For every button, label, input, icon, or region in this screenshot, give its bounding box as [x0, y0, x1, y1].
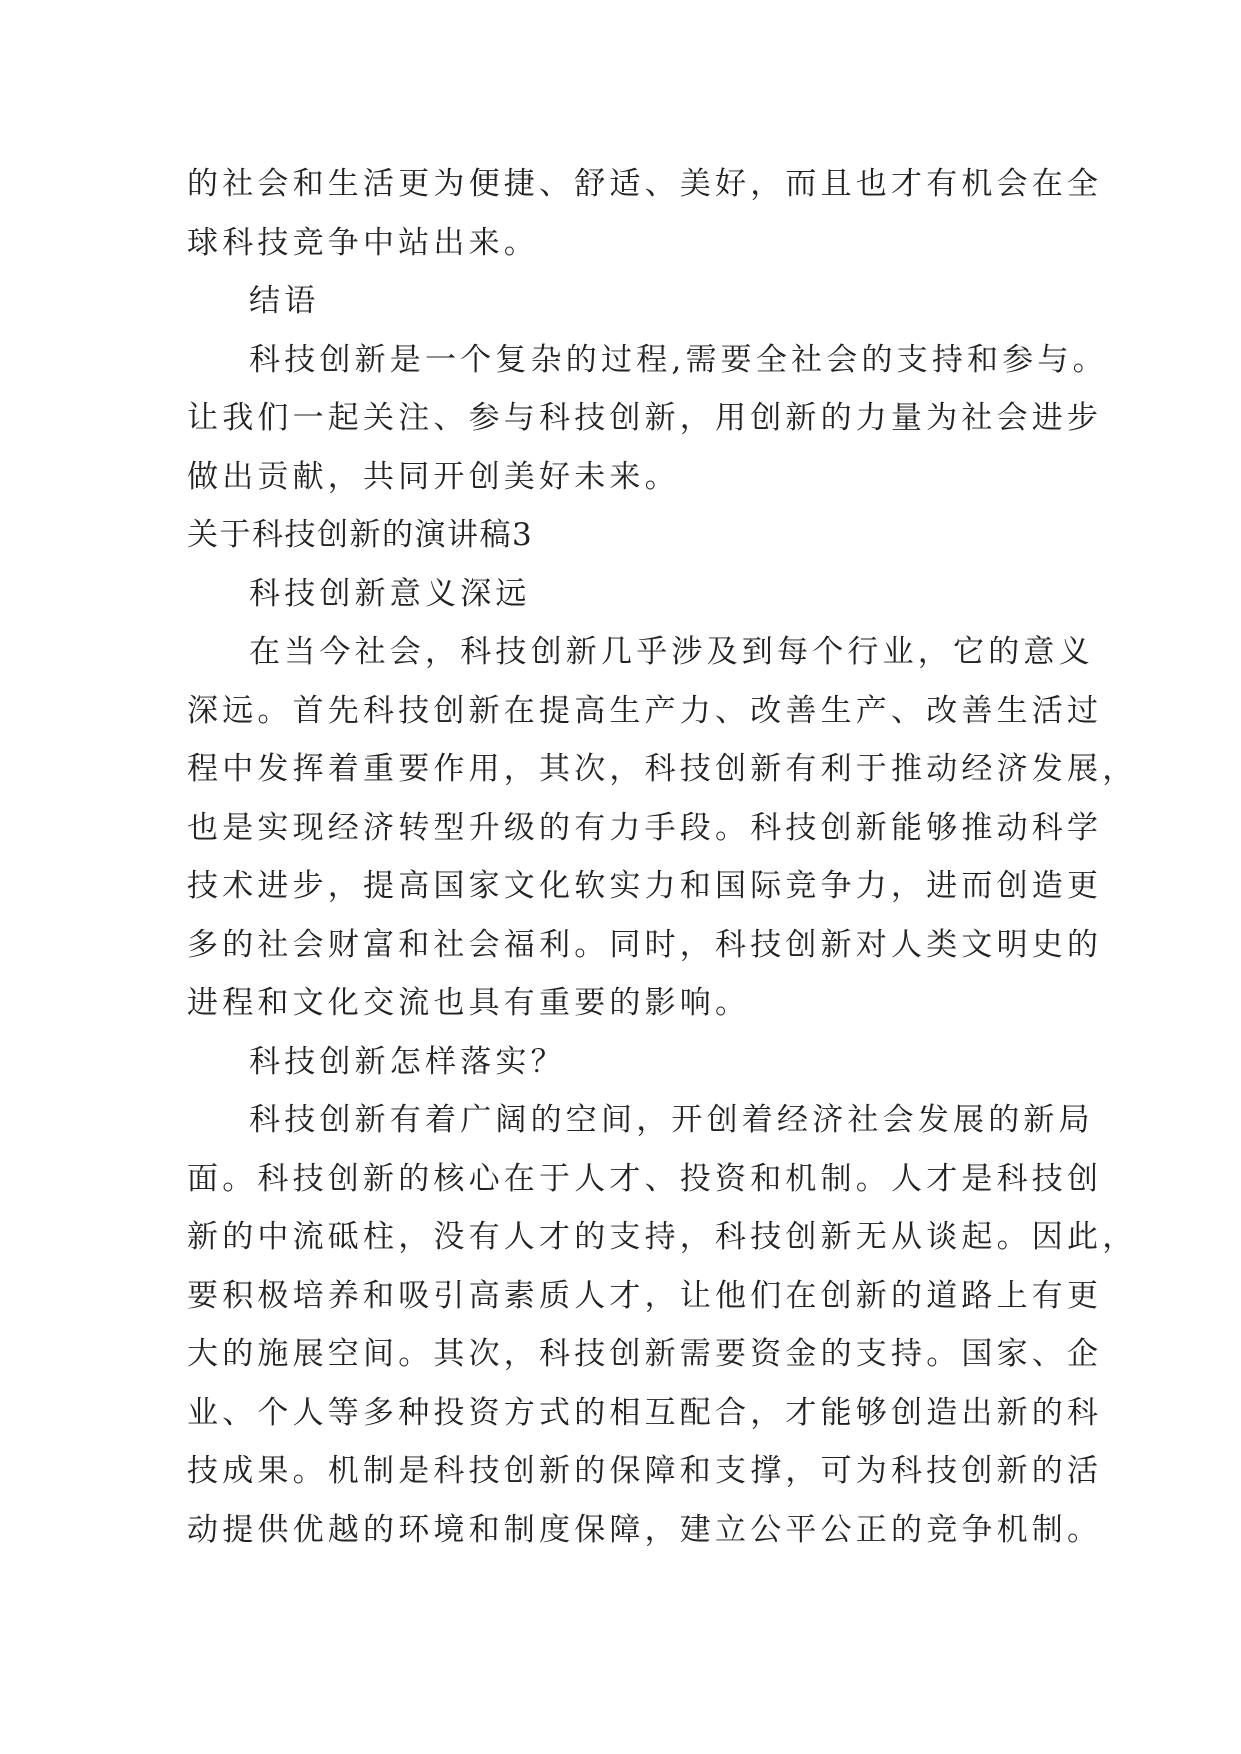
document-title: 关于科技创新的演讲稿3 [187, 517, 534, 553]
paragraph-line: 面。科技创新的核心在于人才、投资和机制。人才是科技创 [187, 1160, 1103, 1197]
paragraph-line: 业、个人等多种投资方式的相互配合，才能够创造出新的科 [187, 1394, 1103, 1431]
paragraph-line: 让我们一起关注、参与科技创新，用创新的力量为社会进步 [187, 400, 1103, 436]
paragraph-line: 大的施展空间。其次，科技创新需要资金的支持。国家、企 [187, 1336, 1103, 1372]
section-heading-conclusion: 结语 [249, 283, 320, 319]
section-heading-implementation: 科技创新怎样落实？ [249, 1043, 566, 1080]
paragraph-line: 在当今社会，科技创新几乎涉及到每个行业，它的意义 [249, 634, 1094, 670]
paragraph-line: 多的社会财富和社会福利。同时，科技创新对人类文明史的 [187, 926, 1103, 963]
paragraph-line: 技成果。机制是科技创新的保障和支撑，可为科技创新的活 [187, 1453, 1103, 1489]
document-body [187, 155, 1138, 1559]
paragraph-line: 的社会和生活更为便捷、舒适、美好，而且也才有机会在全 [187, 166, 1103, 202]
paragraph-line: 深远。首先科技创新在提高生产力、改善生产、改善生活过 [187, 692, 1103, 729]
paragraph-line: 新的中流砥柱，没有人才的支持，科技创新无从谈起。因此， [187, 1219, 1138, 1255]
paragraph-line: 进程和文化交流也具有重要的影响。 [187, 985, 751, 1021]
paragraph-line: 程中发挥着重要作用，其次，科技创新有利于推动经济发展， [187, 751, 1138, 787]
paragraph-line: 做出贡献，共同开创美好未来。 [187, 458, 680, 495]
paragraph-line: 动提供优越的环境和制度保障，建立公平公正的竞争机制。 [187, 1511, 1103, 1548]
paragraph-line: 要积极培养和吸引高素质人才，让他们在创新的道路上有更 [187, 1277, 1103, 1314]
paragraph-line: 科技创新是一个复杂的过程,需要全社会的支持和参与。 [249, 341, 1108, 378]
paragraph-line: 科技创新有着广阔的空间，开创着经济社会发展的新局 [249, 1102, 1094, 1138]
paragraph-line: 也是实现经济转型升级的有力手段。科技创新能够推动科学 [187, 809, 1103, 846]
paragraph-line: 球科技竞争中站出来。 [187, 224, 539, 261]
section-heading-significance: 科技创新意义深远 [249, 575, 531, 612]
paragraph-line: 技术进步，提高国家文化软实力和国际竞争力，进而创造更 [187, 868, 1103, 904]
